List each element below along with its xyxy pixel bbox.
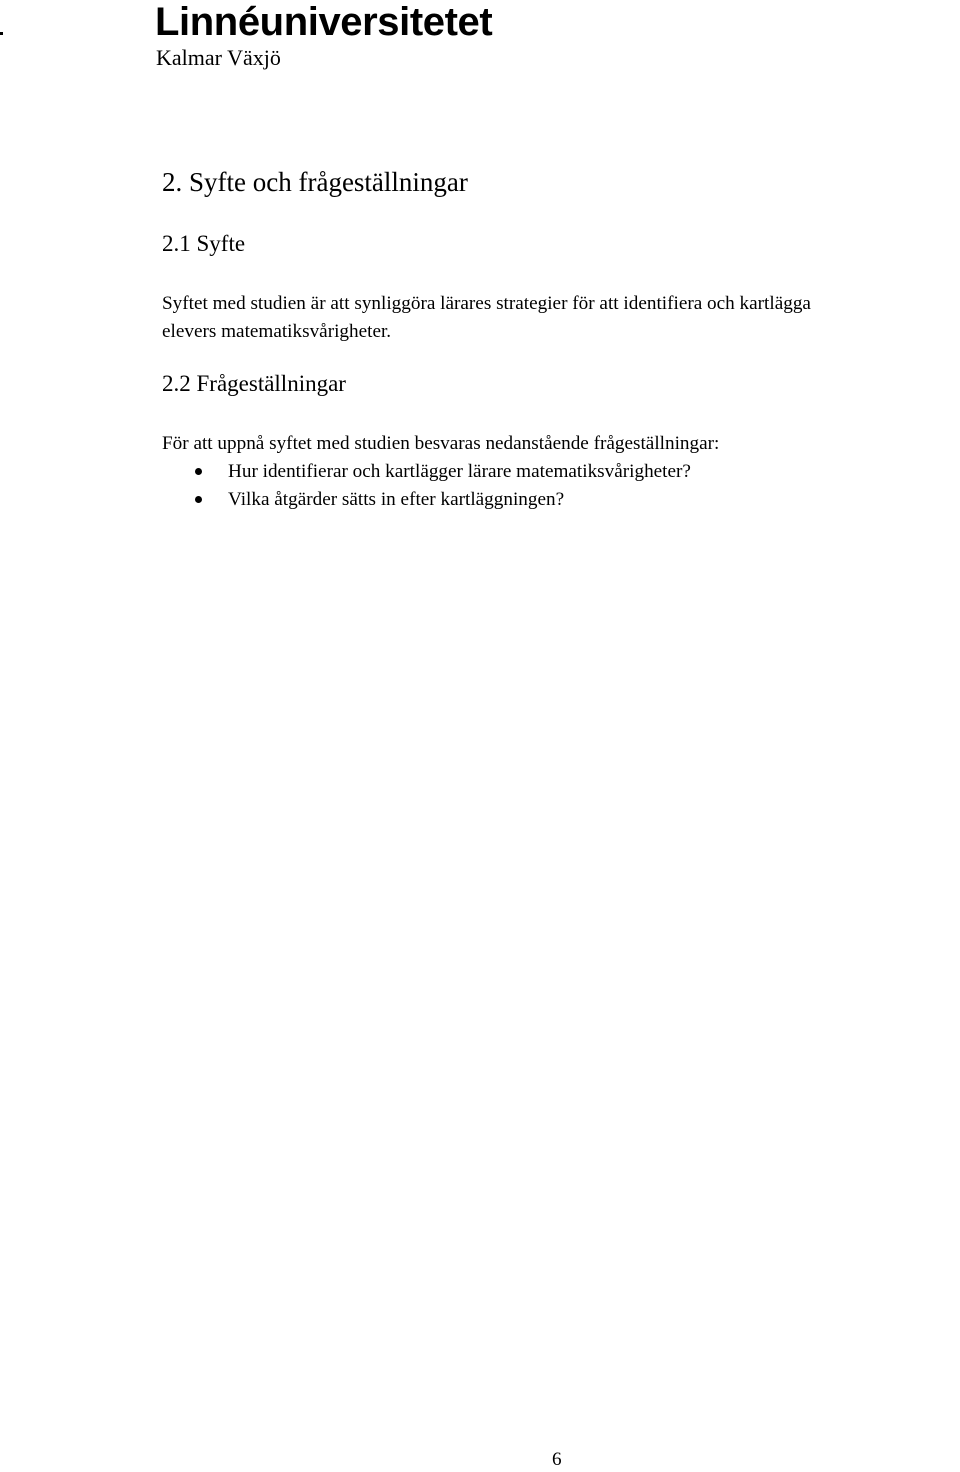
syfte-heading: 2.1 Syfte xyxy=(162,231,246,256)
syfte-line-2: elevers matematiksvårigheter. xyxy=(162,321,392,342)
logo-name: Linnéuniversitetet xyxy=(155,0,493,44)
question-text: Hur identifierar och kartlägger lärare matematiksvårigheter? xyxy=(228,461,691,482)
bullet-icon xyxy=(195,496,202,503)
list-item xyxy=(162,486,691,514)
page-number: 6 xyxy=(552,1449,562,1470)
list-item xyxy=(162,458,691,486)
university-logo xyxy=(155,0,525,72)
questions-intro: För att uppnå syftet med studien besvaras nedanstående frågeställningar: xyxy=(162,433,720,454)
syfte-line-1: Syftet med studien är att synliggöra lärares strategier för att identifiera och kartlägga xyxy=(162,293,811,314)
scan-dot xyxy=(0,32,3,35)
syfte-paragraph xyxy=(162,290,960,346)
logo-subtitle: Kalmar Växjö xyxy=(156,45,281,70)
section-heading: 2. Syfte och frågeställningar xyxy=(162,167,468,197)
questions-heading: 2.2 Frågeställningar xyxy=(162,371,346,396)
question-text: Vilka åtgärder sätts in efter kartläggningen? xyxy=(228,489,565,510)
bullet-icon xyxy=(195,468,202,475)
questions-list xyxy=(162,458,691,514)
